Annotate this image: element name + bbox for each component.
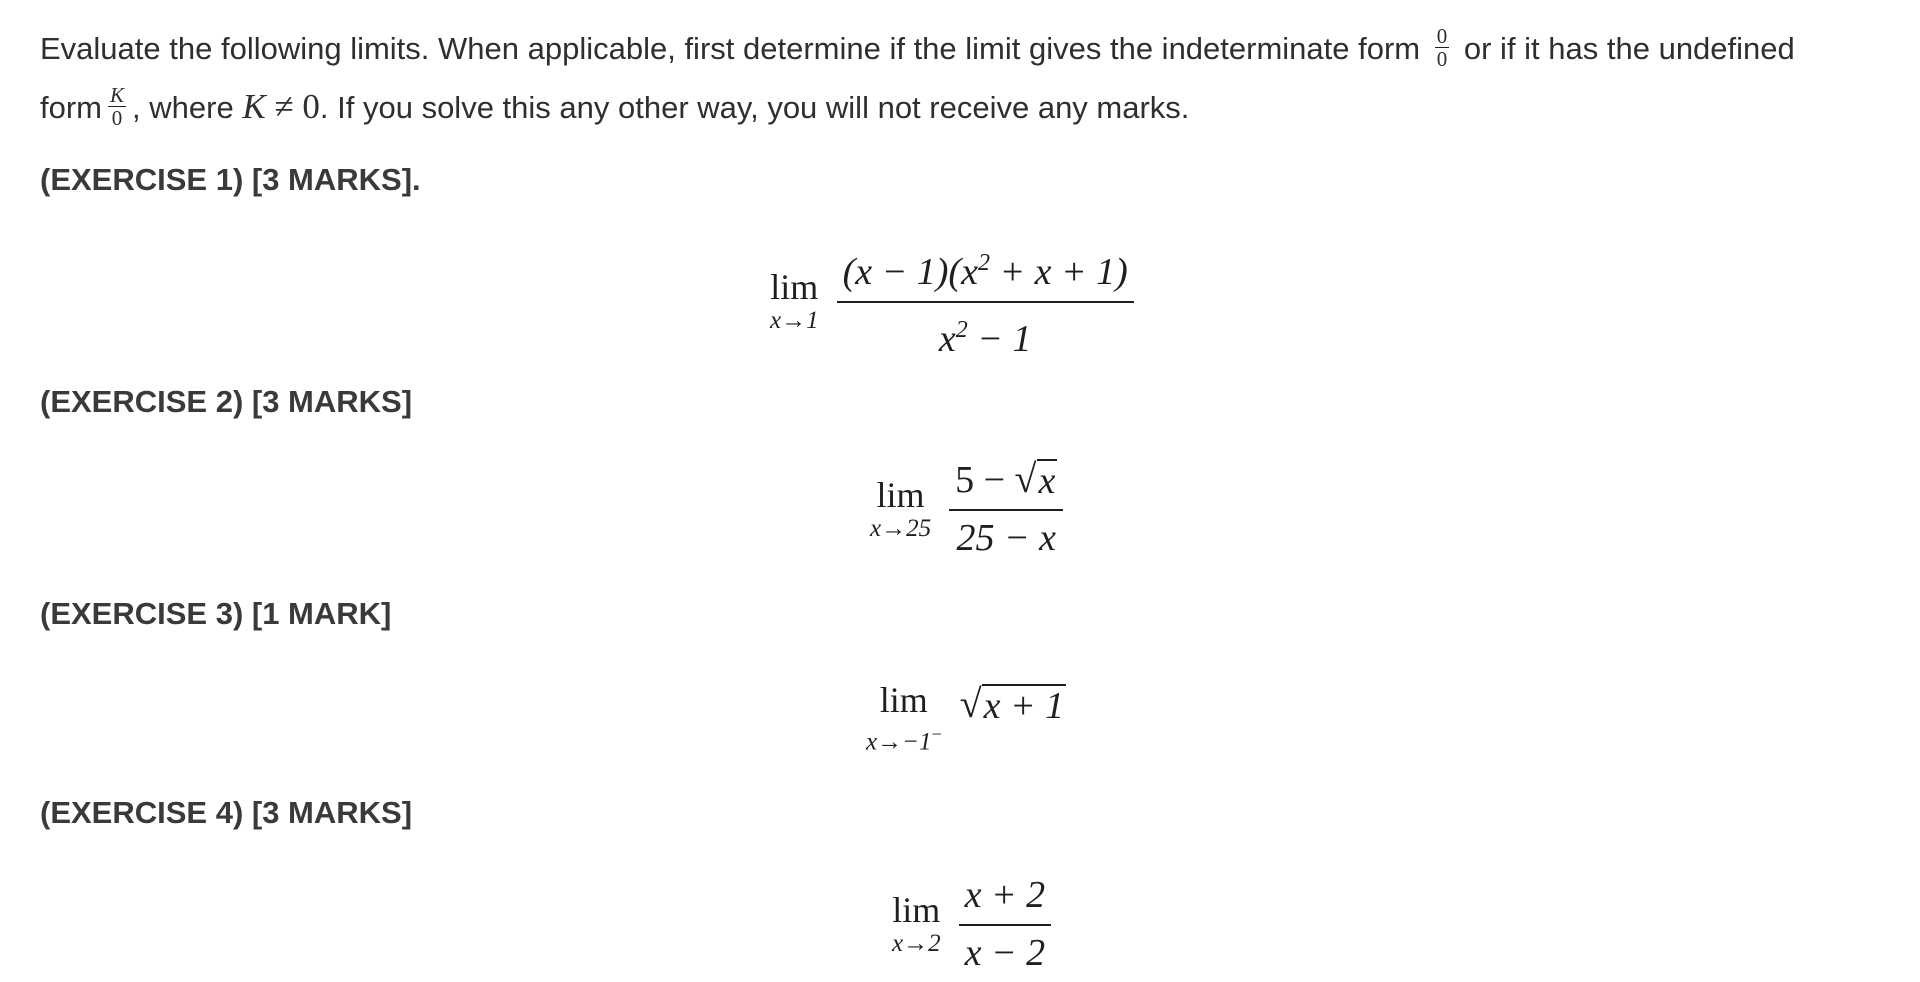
fraction-numerator: K bbox=[110, 83, 125, 108]
zero-over-zero-fraction bbox=[1435, 25, 1450, 70]
lim-subscript: x→25 bbox=[870, 515, 932, 542]
exercise-2-heading: (EXERCISE 2) [3 MARKS] bbox=[40, 384, 413, 419]
where-word: where bbox=[149, 90, 234, 125]
exponent: 2 bbox=[955, 317, 968, 343]
limit-operator bbox=[770, 267, 819, 335]
numerator-part: 5 − bbox=[955, 459, 1015, 501]
fraction-denominator: 0 bbox=[1436, 47, 1448, 72]
limit-fraction bbox=[959, 870, 1052, 978]
instructions-line-1 bbox=[40, 20, 1910, 78]
radical-sign: √ bbox=[959, 681, 982, 727]
one-sided-superscript: − bbox=[931, 724, 942, 744]
limit-operator bbox=[870, 475, 931, 543]
lim-word: lim bbox=[892, 890, 941, 930]
zero-symbol: 0 bbox=[302, 87, 320, 126]
exponent: 2 bbox=[977, 250, 990, 276]
k-symbol: K bbox=[242, 87, 266, 126]
fraction-numerator bbox=[837, 238, 1134, 303]
numerator-part: (x − 1)(x bbox=[842, 251, 978, 293]
neq-symbol: ≠ bbox=[274, 87, 294, 126]
instructions-line-2 bbox=[40, 78, 1910, 137]
radicand: x + 1 bbox=[983, 685, 1065, 728]
exercise-1-limit bbox=[770, 238, 1134, 364]
exercise-4-heading: (EXERCISE 4) [3 MARKS] bbox=[40, 795, 413, 830]
exercise-1-heading: (EXERCISE 1) [3 MARKS]. bbox=[40, 162, 421, 197]
k-over-zero-fraction bbox=[108, 84, 126, 129]
fraction-denominator: 25 − x bbox=[956, 517, 1056, 559]
square-root bbox=[1015, 457, 1058, 501]
radical-sign: √ bbox=[1014, 456, 1037, 501]
radicand: x bbox=[1038, 460, 1056, 502]
lim-word: lim bbox=[770, 267, 819, 307]
fraction-numerator bbox=[949, 455, 1063, 511]
fraction-denominator: x − 2 bbox=[964, 932, 1046, 974]
denominator-part: x bbox=[938, 318, 956, 360]
numerator-rest: + x + 1) bbox=[989, 251, 1128, 293]
denominator-rest: − 1 bbox=[967, 318, 1032, 360]
lim-subscript-text: x→−1 bbox=[866, 728, 932, 756]
comma: , bbox=[132, 90, 141, 125]
fraction-denominator bbox=[939, 303, 1032, 364]
instructions-text-tail: or if it has the undefined bbox=[1463, 31, 1795, 66]
lim-subscript: x→1 bbox=[770, 307, 819, 334]
square-root bbox=[960, 682, 1066, 726]
fraction-denominator: 0 bbox=[111, 106, 123, 131]
exercise-2-limit bbox=[870, 455, 1063, 563]
limit-fraction bbox=[837, 238, 1134, 364]
fraction-numerator: 0 bbox=[1436, 24, 1448, 49]
lim-word: lim bbox=[876, 475, 925, 515]
instructions-warning: . If you solve this any other way, you will not receive any marks. bbox=[319, 90, 1190, 125]
form-word: form bbox=[40, 90, 102, 125]
instructions-paragraph bbox=[40, 20, 1910, 137]
fraction-numerator: x + 2 bbox=[959, 870, 1052, 926]
limit-operator bbox=[892, 890, 941, 958]
k-not-equal-zero bbox=[242, 87, 320, 126]
exercise-3-heading: (EXERCISE 3) [1 MARK] bbox=[40, 596, 392, 631]
exercise-3-limit bbox=[866, 680, 1066, 756]
exercise-4-limit bbox=[892, 870, 1051, 978]
lim-subscript: x→2 bbox=[892, 930, 941, 957]
instructions-text: Evaluate the following limits. When applicable, first determine if the limit gives the indeterminate form bbox=[40, 31, 1421, 66]
lim-word: lim bbox=[879, 680, 928, 720]
limit-fraction bbox=[949, 455, 1063, 563]
limit-operator bbox=[866, 680, 942, 756]
lim-subscript bbox=[866, 720, 942, 756]
